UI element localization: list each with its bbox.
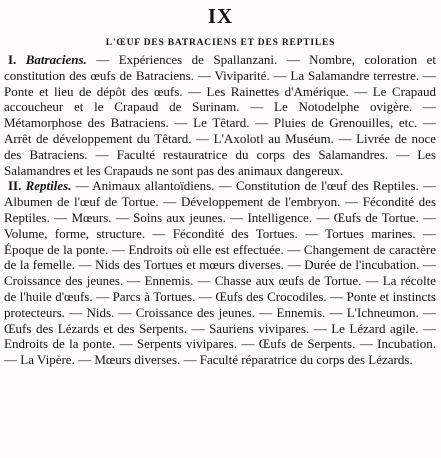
chapter-heading: L'ŒUF DES BATRACIENS ET DES REPTILES xyxy=(105,38,336,48)
section-number: I. xyxy=(8,52,17,67)
chapter-number: IX xyxy=(207,4,234,28)
section-title: Reptiles. xyxy=(25,178,72,194)
chapter-summary xyxy=(4,52,436,368)
section-batraciens xyxy=(4,52,436,178)
section-reptiles xyxy=(4,178,436,368)
section-text: — Expériences de Spallanzani. — Nombre, coloration et constitution des œufs de Batraciens. — Viviparité. — La Salamandre terrestre. — Ponte et lieu de dépôt des œufs. — Les Rainettes d'Amérique. — Le Crapaud accoucheur et le Crapaud de Surinam. — Le Notodelphe ovigère. — Métamorphose des Batraciens. — Le Têtard. — Pluies de Grenouilles, etc. — Arrêt de développement du Têtard. — L'Axolotl au Muséum. — Livrée de noce des Batraciens. — Faculté restauratrice du corps des Salamandres. — Les Salamandres et les Crapauds ne sont pas des animaux dangereux. xyxy=(4,52,437,178)
section-title: Batraciens. xyxy=(25,52,87,67)
section-number: II. xyxy=(8,178,22,194)
section-text: — Animaux allantoïdiens. — Constitution de l'œuf des Reptiles. — Albumen de l'œuf de Tortue. — Développement de l'embryon. — Fécondité des Reptiles. — Mœurs. — Soins aux jeunes. — Intelligence. — Œufs de Tortue. — Volume, forme, structure. — Fécondité des Tortues. — Tortues marines. — Époque de la ponte. — Endroits où elle est effectuée. — Changement de caractère de la femelle. — Nids des Tortues et mœurs diverses. — Durée de l'incubation. — Croissance des jeunes. — Ennemis. — Chasse aux œufs de Tortue. — La récolte de l'huile d'œufs. — Parcs à Tortues. — Œufs des Crocodiles. — Ponte et instincts protecteurs. — Nids. — Croissance des jeunes. — Ennemis. — L'Ichneumon. — Œufs des Lézards et des Serpents. — Sauriens vivipares. — Le Lézard agile. — Endroits de la ponte. — Serpents vivipares. — Œufs de Serpents. — Incubation. — La Vipère. — Mœurs diverses. — Faculté réparatrice du corps des Lézards. xyxy=(4,178,436,368)
